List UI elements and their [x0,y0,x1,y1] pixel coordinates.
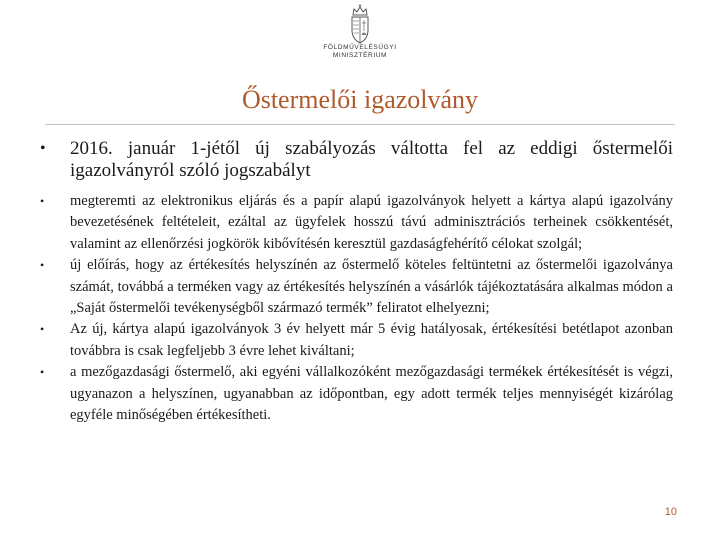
ministry-logo [308,4,412,70]
list-item [40,191,673,255]
bullet-marker: • [40,322,45,337]
page-number: 10 [664,506,677,518]
title-divider [45,124,675,125]
logo-ministry-line1: FÖLDMŰVELÉSÜGYI [323,44,397,51]
sub-bullet-list [40,191,673,426]
list-item-text: Az új, kártya alapú igazolványok 3 év helyett már 5 évig hatályosak, értékesítési betétlapot azonban továbbra is csak legfeljebb 3 évre lehet kiváltani; [70,321,673,359]
list-item-text: új előírás, hogy az értékesítés helyszínén az őstermelő köteles feltüntetni az őstermelői igazolványa számát, továbbá a terméken vagy az értékesítés helyszínén a vásárlók tájékoztatására alkalmas módon a „Saját őstermelői tevékenységből származó termék” feliratot elhelyezni; [70,257,673,317]
list-item [40,362,673,426]
slide-title: Őstermelői igazolvány [241,85,479,114]
list-item [40,255,673,319]
list-item-text: a mezőgazdasági őstermelő, aki egyéni vállalkozóként mezőgazdasági termékek értékesítését is végzi, ugyanazon a helyszínen, ugyanabban az időpontban, egy adott termék teljes mennyiségét kizárólag egyféle minőségében értékesítheti. [70,364,673,424]
list-item-text: megteremti az elektronikus eljárás és a papír alapú igazolványok helyett a kártya alapú igazolvány bevezetésének feltételeit, ezáltal az ügyfelek hosszú távú adminisztrációs terheinek csökkentését, valamint az ellenőrzési jogkörök kibővítésén keresztül gazdaságfehérítő célokat szolgál; [70,193,673,252]
bullet-marker: • [40,258,45,273]
bullet-marker: • [40,194,45,208]
bullet-marker: • [40,365,45,380]
lead-bullet-item [40,138,673,182]
coat-of-arms-icon [349,4,371,44]
list-item [40,319,673,362]
bullet-marker: • [40,140,46,157]
lead-text: 2016. január 1-jétől új szabályozás váltotta fel az eddigi őstermelői igazolványról szóló jogszabályt [70,138,673,181]
logo-ministry-line2: MINISZTÉRIUM [332,52,388,59]
